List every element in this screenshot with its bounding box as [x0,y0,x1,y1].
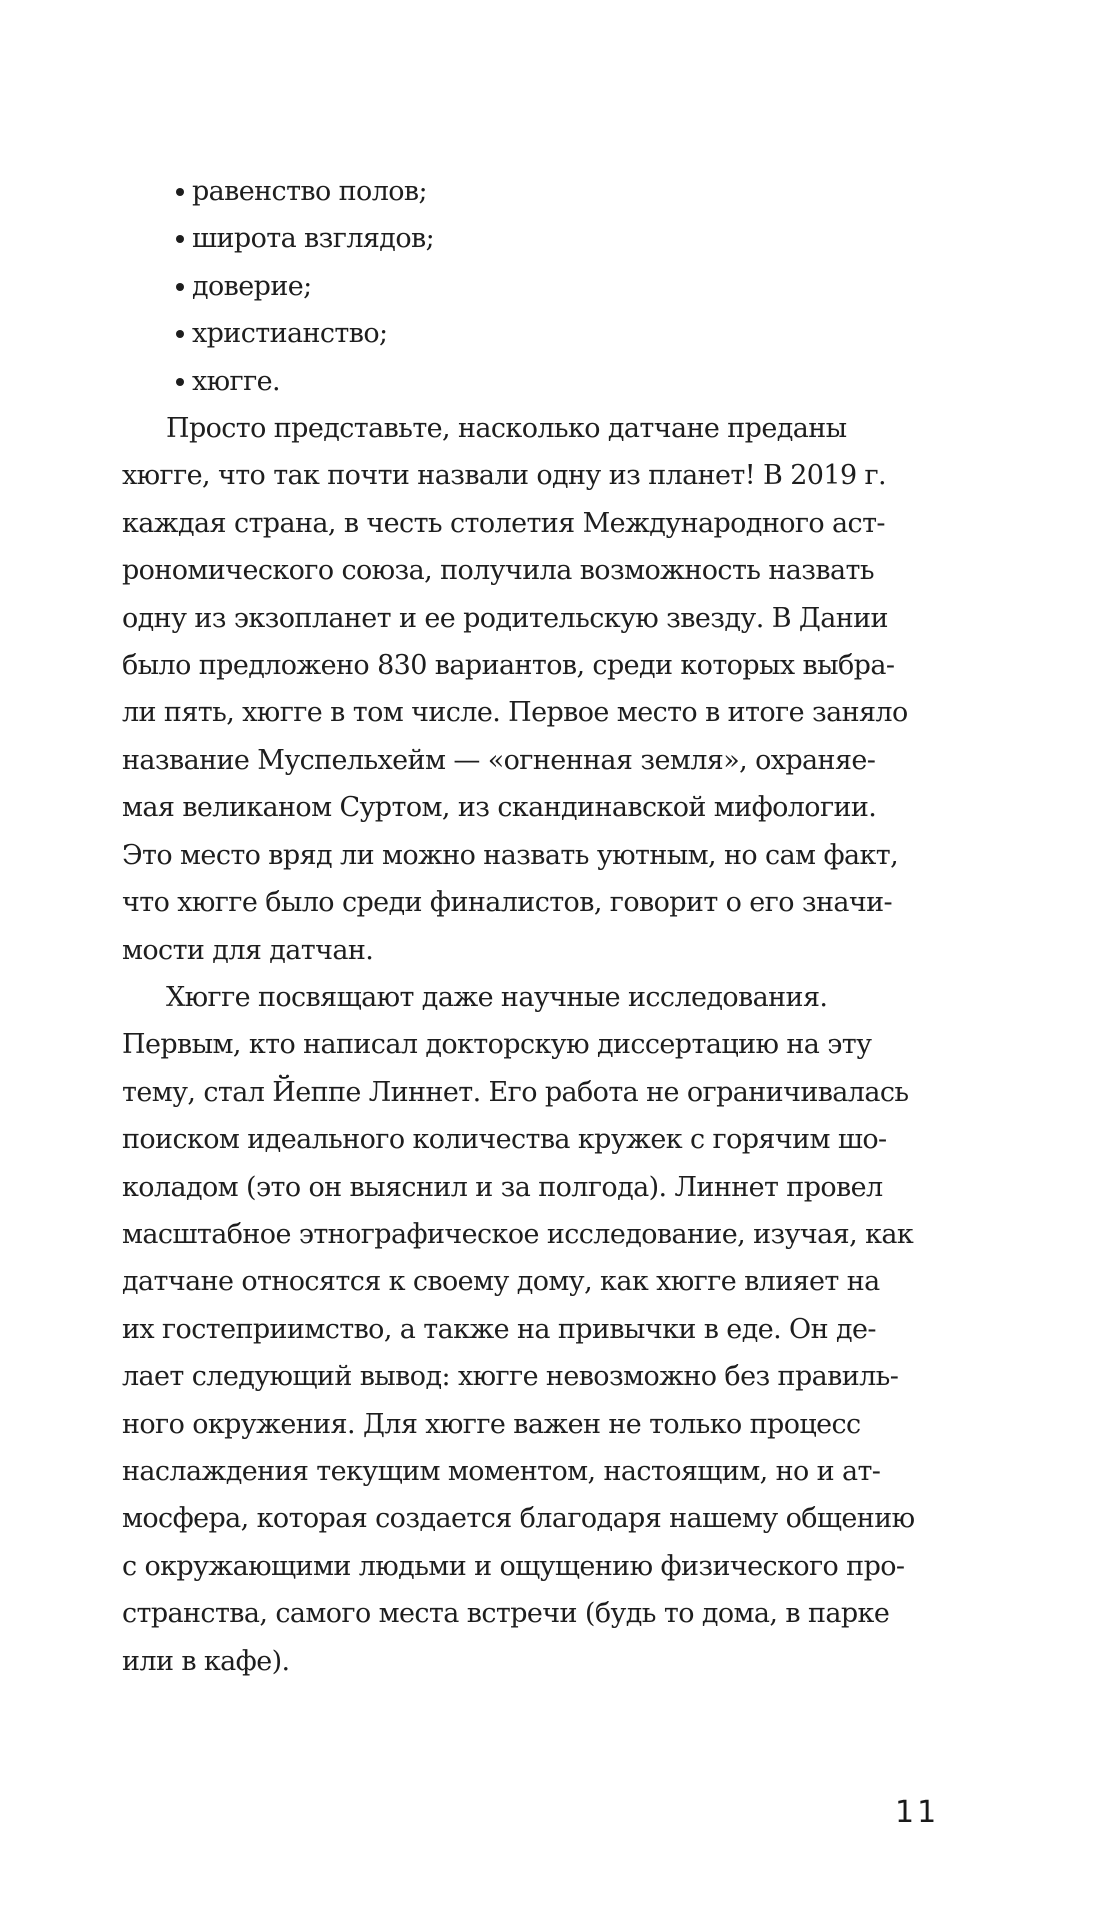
text-line: мосфера, которая создается благодаря нашему общению [122,1503,915,1535]
text-line: датчане относятся к своему дому, как хюгге влияет на [122,1266,880,1298]
text-line: или в кафе). [122,1645,290,1677]
bullet-text: хюгге. [192,365,280,397]
text-line: с окружающими людьми и ощущению физического про- [122,1550,905,1582]
text-line: мая великаном Суртом, из скандинавской мифологии. [122,792,877,824]
text-line: ли пять, хюгге в том числе. Первое место в итоге заняло [122,697,908,729]
bullet-icon [176,188,184,196]
text-line: лает следующий вывод: хюгге невозможно без правиль- [122,1361,899,1393]
values-bullet-list [122,168,942,405]
text-line: ного окружения. Для хюгге важен не только процесс [122,1408,861,1440]
text-line: рономического союза, получила возможность назвать [122,555,874,587]
paragraph-research [122,974,942,1685]
bullet-item [122,310,942,357]
bullet-item [122,263,942,310]
text-line: название Муспельхейм — «огненная земля», охраняе- [122,744,876,776]
paragraph-planet-naming [122,405,942,974]
bullet-item [122,358,942,405]
text-line: поиском идеального количества кружек с горячим шо- [122,1124,887,1156]
bullet-icon [176,378,184,386]
bullet-item [122,215,942,262]
text-line: их гостеприимство, а также на привычки в еде. Он де- [122,1313,876,1345]
text-line: одну из экзопланет и ее родительскую звезду. В Дании [122,602,888,634]
text-line: было предложено 830 вариантов, среди которых выбра- [122,650,895,682]
bullet-text: равенство полов; [192,176,428,207]
text-line: что хюгге было среди финалистов, говорит о его значи- [122,887,893,919]
bullet-icon [176,330,184,338]
text-line: мости для датчан. [122,934,374,966]
text-line: хюгге, что так почти назвали одну из планет! В 2019 г. [122,460,887,492]
text-line: Первым, кто написал докторскую диссертацию на эту [122,1029,872,1061]
text-line: наслаждения текущим моментом, настоящим, но и ат- [122,1455,881,1487]
bullet-text: широта взглядов; [192,223,435,255]
bullet-text: доверие; [192,270,312,302]
page-number: 11 [895,1795,940,1830]
text-line: каждая страна, в честь столетия Международного аст- [122,507,885,539]
text-line: Просто представьте, насколько датчане преданы [166,413,847,445]
bullet-item [122,168,942,215]
text-line: коладом (это он выяснил и за полгода). Линнет провел [122,1171,883,1203]
bullet-icon [176,235,184,243]
page-body [122,168,942,1685]
bullet-text: христианство; [192,318,388,350]
text-line: Хюгге посвящают даже научные исследования. [166,981,828,1013]
text-line: тему, стал Йеппе Линнет. Его работа не ограничивалась [122,1076,909,1108]
text-line: Это место вряд ли можно назвать уютным, но сам факт, [122,839,899,871]
bullet-icon [176,283,184,291]
text-line: странства, самого места встречи (будь то дома, в парке [122,1598,890,1630]
text-line: масштабное этнографическое исследование, изучая, как [122,1218,914,1250]
